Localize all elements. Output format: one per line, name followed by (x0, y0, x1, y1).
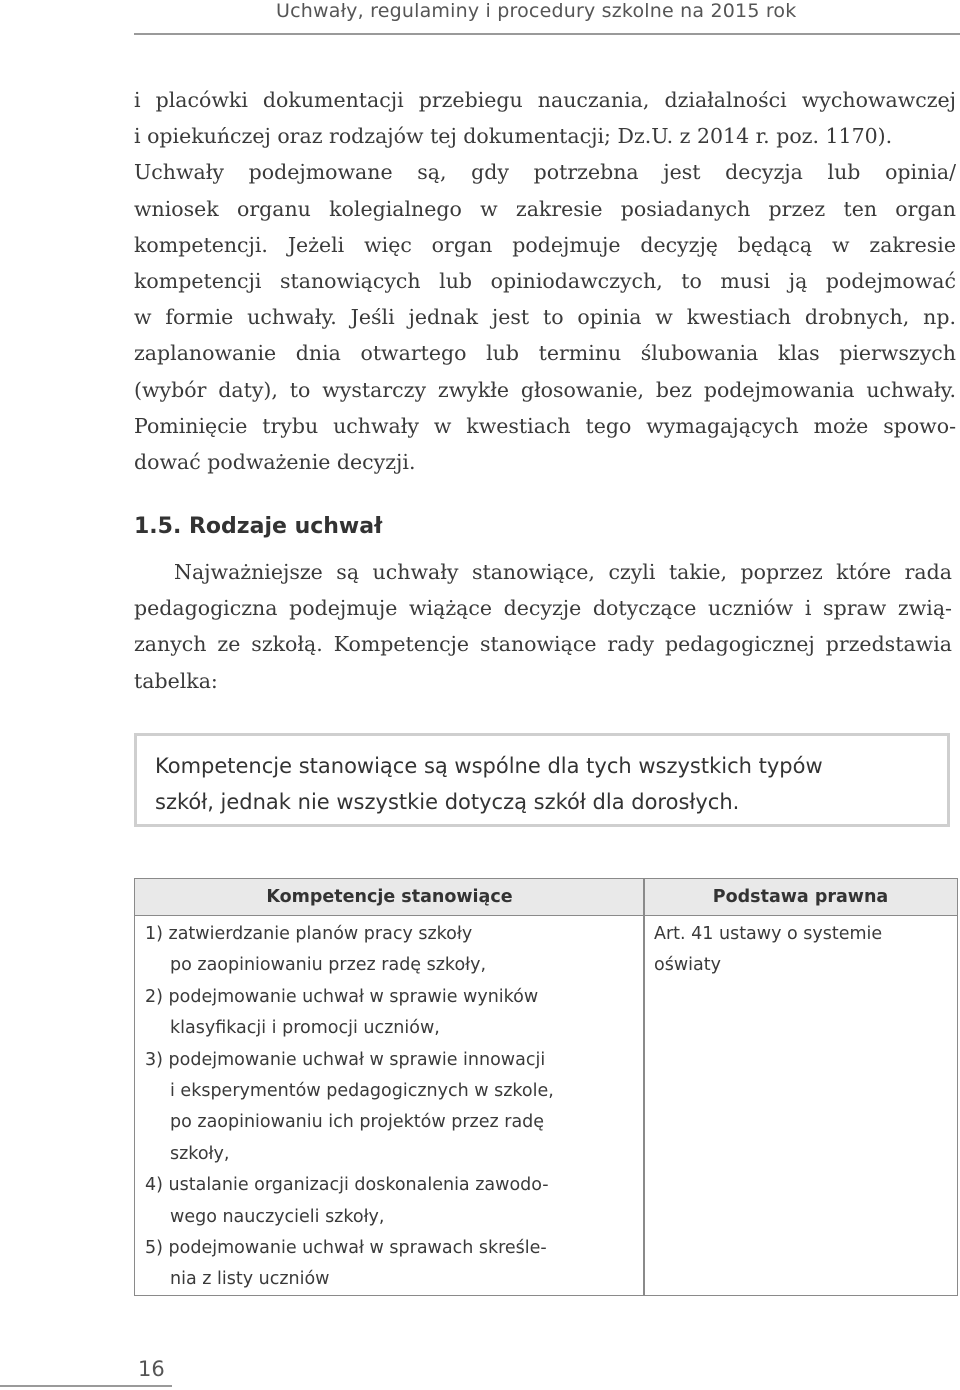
list-item-continuation: klasyfikacji i promocji uczniów, (170, 1018, 440, 1039)
list-item-continuation: wego nauczycieli szkoły, (170, 1206, 385, 1227)
note-line: Kompetencje stanowiące są wspólne dla tych wszystkich typów (155, 754, 823, 778)
section-heading: 1.5. Rodzaje uchwał (134, 514, 383, 539)
text-line: wniosek organu kolegialnego w zakresie posiadanych przez ten organ (134, 196, 956, 221)
text-line: tabelka: (134, 668, 218, 693)
text-line: Najważniejsze są uchwały stanowiące, czyli takie, poprzez które rada (174, 560, 952, 584)
competencies-cell (145, 919, 635, 1296)
list-item-continuation: po zaopiniowaniu przez radę szkoły, (170, 955, 487, 976)
text-line: kompetencji stanowiących lub opiniodawczych, to musi ją podejmować (134, 269, 956, 294)
legal-basis-line: oświaty (654, 955, 721, 976)
list-item: 5) podejmowanie uchwał w sprawach skreśle- (145, 1238, 547, 1259)
running-title: Uchwały, regulaminy i procedury szkolne na 2015 rok (276, 0, 797, 22)
competencies-table (134, 878, 958, 1296)
list-item: 4) ustalanie organizacji doskonalenia zawodo- (145, 1175, 549, 1196)
list-item: 3) podejmowanie uchwał w sprawie innowacji (145, 1049, 546, 1070)
text-line: pedagogiczna podejmuje wiążące decyzje dotyczące uczniów i spraw zwią- (134, 596, 952, 621)
list-item-continuation: i eksperymentów pedagogicznych w szkole, (170, 1081, 554, 1102)
text-line: zanych ze szkołą. Kompetencje stanowiące rady pedagogicznej przedstawia (134, 632, 952, 657)
text-line: i opiekuńczej oraz rodzajów tej dokumentacji; Dz.U. z 2014 r. poz. 1170). (134, 124, 893, 149)
page-number: 16 (138, 1357, 165, 1381)
text-line: kompetencji. Jeżeli więc organ podejmuje decyzję będącą w zakresie (134, 232, 956, 257)
note-line: szkół, jednak nie wszystkie dotyczą szkół dla dorosłych. (155, 790, 740, 814)
text-line: i placówki dokumentacji przebiegu nauczania, działalności wychowawczej (134, 88, 956, 112)
table-header-competencies: Kompetencje stanowiące (266, 887, 513, 907)
note-text (155, 748, 945, 820)
section-paragraph (134, 554, 952, 699)
text-line: zaplanowanie dnia otwartego lub terminu ślubowania klas pierwszych (134, 341, 956, 366)
list-item-continuation: po zaopiniowaniu ich projektów przez radę (170, 1112, 545, 1133)
text-line: dować podważenie decyzji. (134, 450, 416, 475)
legal-basis-line: Art. 41 ustawy o systemie (654, 924, 883, 944)
table-header-legal-basis: Podstawa prawna (712, 887, 889, 907)
column-divider (643, 879, 645, 1295)
legal-basis-cell (654, 919, 954, 982)
text-line: Uchwały podejmowane są, gdy potrzebna jest decyzja lub opinia/ (134, 160, 956, 185)
header-rule (134, 33, 960, 35)
list-item-continuation: nia z listy uczniów (170, 1269, 330, 1290)
text-line: Pominięcie trybu uchwały w kwestiach tego wymagających może spowo- (134, 413, 956, 438)
running-header (0, 0, 960, 38)
list-item-continuation: szkoły, (170, 1143, 230, 1164)
text-line: (wybór daty), to wystarczy zwykłe głosowanie, bez podejmowania uchwały. (134, 377, 956, 402)
intro-paragraph (134, 82, 956, 480)
note-box (134, 733, 950, 827)
text-line: w formie uchwały. Jeśli jednak jest to opinia w kwestiach drobnych, np. (134, 305, 956, 330)
list-item: 1) zatwierdzanie planów pracy szkoły (145, 924, 473, 944)
page-number-rule (0, 1385, 172, 1387)
table-header-row (135, 879, 957, 916)
list-item: 2) podejmowanie uchwał w sprawie wyników (145, 986, 539, 1007)
